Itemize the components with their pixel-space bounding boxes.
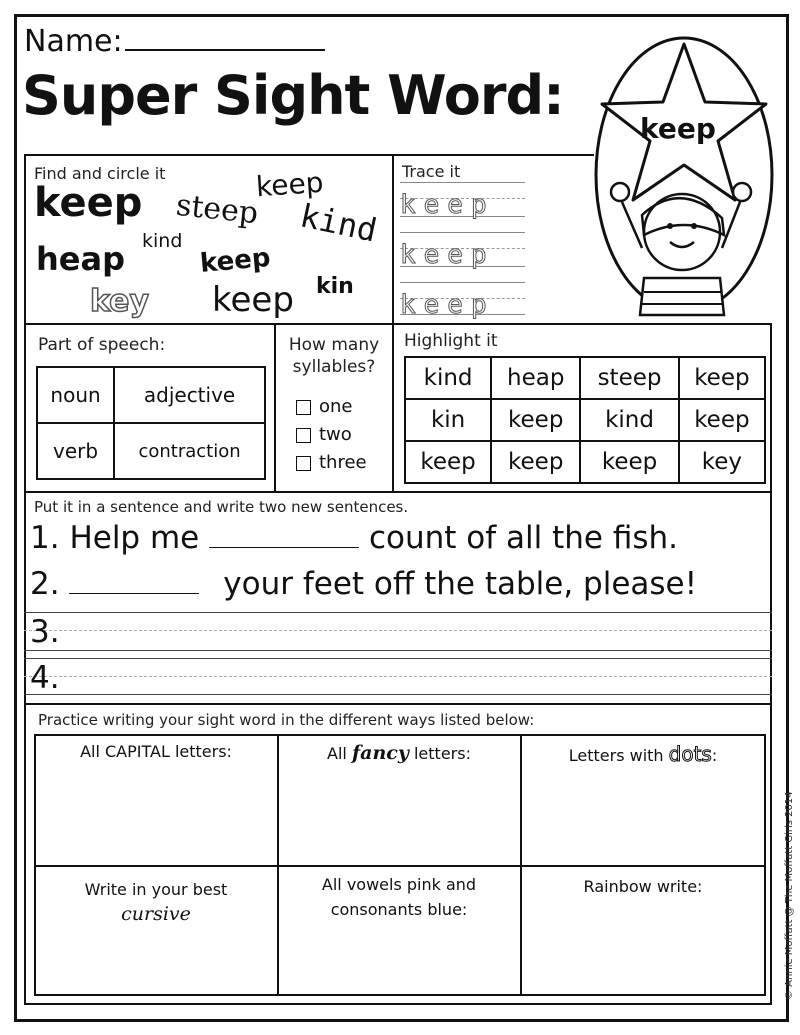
trace-word[interactable]: keep [400, 290, 495, 320]
writing-line [24, 612, 772, 613]
sentence-2 [30, 566, 697, 602]
syllable-option-label: two [319, 424, 352, 445]
dots-cell-label [522, 742, 764, 766]
sentence-number: 2. [30, 566, 60, 602]
trace-line [400, 232, 525, 233]
find-word[interactable]: keep [254, 165, 325, 204]
trace-word[interactable]: keep [400, 240, 495, 270]
dots-text: : [711, 746, 718, 765]
syllables-label [284, 334, 384, 378]
cursive-word: cursive [121, 903, 191, 925]
find-word[interactable]: keep [34, 180, 143, 226]
sentence-text: count of all the fish. [368, 520, 678, 556]
find-word[interactable]: keep [198, 242, 272, 280]
find-word[interactable]: keep [212, 280, 294, 320]
sentence-text: your feet off the table, please! [223, 566, 698, 602]
vowels-text: consonants blue: [330, 900, 468, 919]
sentence-number[interactable]: 4. [30, 660, 60, 696]
name-label [24, 24, 325, 59]
copyright: © Annie Moffatt @ The Moffatt Girls 2014 [784, 791, 795, 1000]
sentence-1 [30, 520, 678, 556]
name-label-text: Name: [24, 24, 123, 59]
checkbox[interactable] [296, 400, 311, 415]
highlight-word[interactable]: kin [405, 399, 491, 441]
fancy-text: All [327, 744, 347, 763]
speech-label: Part of speech: [38, 335, 166, 355]
dots-text: Letters with [568, 746, 664, 765]
highlight-word[interactable]: key [679, 441, 765, 483]
sentence-number[interactable]: 3. [30, 614, 60, 650]
find-word[interactable]: kind [142, 230, 183, 252]
writing-line [24, 630, 772, 631]
vowels-cell-label [279, 872, 519, 922]
highlight-word[interactable]: kind [580, 399, 679, 441]
syllable-option[interactable] [296, 452, 367, 473]
fancy-word: fancy [351, 742, 409, 764]
find-word[interactable]: steep [174, 187, 260, 232]
rainbow-cell-label: Rainbow write: [583, 877, 703, 896]
highlight-table [404, 356, 766, 484]
sight-word-badge [592, 30, 777, 325]
practice-label: Practice writing your sight word in the different ways listed below: [38, 711, 535, 729]
speech-option[interactable]: verb [37, 423, 114, 479]
grid-divider [34, 865, 766, 867]
answer-blank[interactable] [209, 547, 359, 548]
fancy-cell-label [279, 742, 519, 764]
highlight-word[interactable]: keep [405, 441, 491, 483]
sentence-number: 1. [30, 520, 60, 556]
highlight-word[interactable]: keep [580, 441, 679, 483]
checkbox[interactable] [296, 456, 311, 471]
writing-line [24, 676, 772, 677]
writing-line [24, 658, 772, 659]
trace-word[interactable]: keep [400, 190, 495, 220]
find-word[interactable]: kin [316, 274, 354, 299]
highlight-word[interactable]: kind [405, 357, 491, 399]
sight-word: keep [640, 112, 716, 145]
dots-word: dots [668, 742, 712, 766]
find-label: Find and circle it [34, 164, 166, 183]
highlight-word[interactable]: keep [679, 357, 765, 399]
page-title: Super Sight Word: [22, 64, 564, 127]
cursive-text: Write in your best [84, 880, 228, 899]
vowels-text: All vowels pink and [321, 875, 477, 894]
highlight-word[interactable]: heap [491, 357, 580, 399]
find-word[interactable]: kind [296, 196, 381, 250]
trace-label: Trace it [402, 162, 461, 181]
highlight-word[interactable]: steep [580, 357, 679, 399]
capital-cell-label: All CAPITAL letters: [80, 742, 232, 761]
syllables-label-line: syllables? [292, 357, 376, 377]
syllable-option-label: one [319, 396, 353, 417]
trace-line [400, 282, 525, 283]
speech-option[interactable]: contraction [114, 423, 265, 479]
speech-option[interactable]: noun [37, 367, 114, 423]
highlight-label: Highlight it [404, 331, 498, 351]
checkbox[interactable] [296, 428, 311, 443]
name-blank[interactable] [125, 49, 325, 51]
writing-line [24, 650, 772, 651]
speech-option[interactable]: adjective [114, 367, 265, 423]
sentence-label: Put it in a sentence and write two new sentences. [34, 498, 409, 516]
answer-blank[interactable] [69, 593, 199, 594]
find-word[interactable]: key [90, 284, 150, 319]
syllables-label-line: How many [288, 335, 380, 355]
writing-line [24, 694, 772, 695]
find-word[interactable]: heap [36, 240, 125, 278]
fancy-text: letters: [413, 744, 471, 763]
highlight-word[interactable]: keep [491, 441, 580, 483]
trace-line [400, 182, 525, 183]
syllable-option[interactable] [296, 396, 353, 417]
sentence-text: Help me [69, 520, 200, 556]
syllable-option[interactable] [296, 424, 352, 445]
highlight-word[interactable]: keep [491, 399, 580, 441]
syllable-option-label: three [319, 452, 367, 473]
highlight-word[interactable]: keep [679, 399, 765, 441]
speech-table [36, 366, 266, 480]
cursive-cell-label [36, 878, 276, 926]
